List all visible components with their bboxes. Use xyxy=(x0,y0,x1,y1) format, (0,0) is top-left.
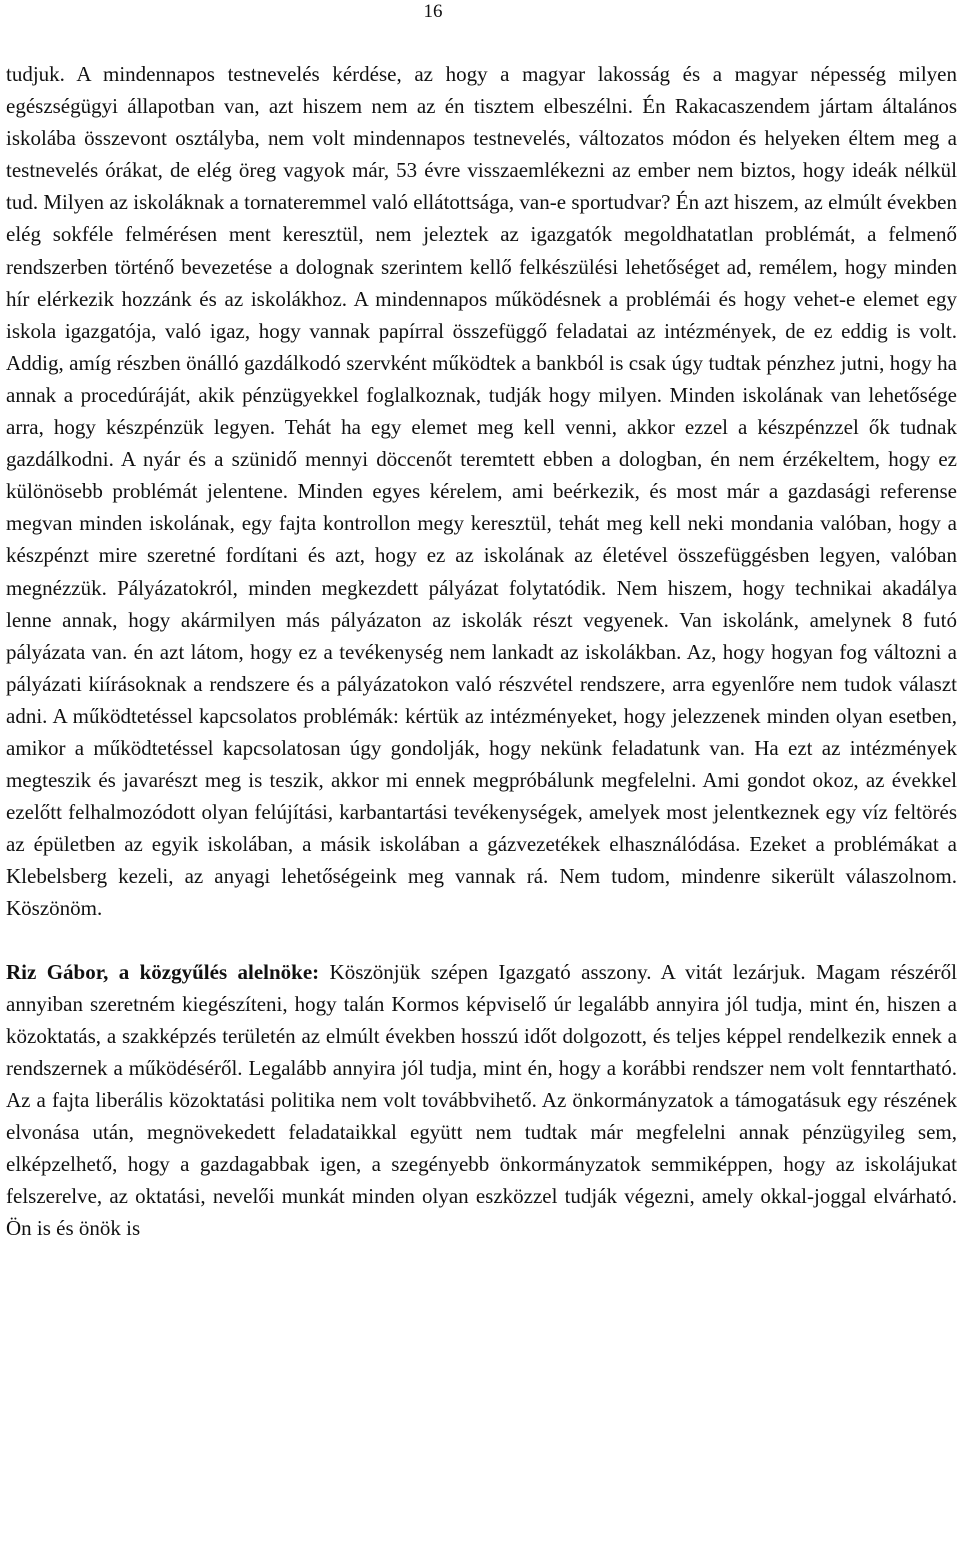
page-number: 16 xyxy=(423,1,443,22)
speaker-name: Riz Gábor, a közgyűlés alelnöke: xyxy=(6,959,320,984)
paragraph-response: tudjuk. A mindennapos testnevelés kérdése, az hogy a magyar lakosság és a magyar népesség milyen egészségügyi állapotban van, azt hiszem nem az én tisztem elbeszélni. Én Rakacaszendem jártam általános iskolába összevont osztályba, nem volt mindennapos testnevelés, változatos módon és helyeken éltem meg a testnevelés órákat, de elég öreg vagyok már, 53 évre visszaemlékezni az ember nem biztos, hogy ideák nélkül tud. Milyen az iskoláknak a tornateremmel való ellátottsága, van-e sportudvar? Én azt hiszem, az elmúlt években elég sokféle felmérésen ment keresztül, nem jeleztek az igazgatók megoldhatatlan problémát, a felmenő rendszerben történő bevezetése a dolognak szerintem kellő felkészülési lehetőséget ad, remélem, hogy minden hír elérkezik hozzánk és az iskolákhoz. A mindennapos működésnek a problémái és hogy vehet-e elemet egy iskola igazgatója, való igaz, hogy vannak papírral összefüggő feladatai az intézmények, de ez eddig is volt. Addig, amíg részben önálló gazdálkodó szervként működtek a bankból is csak úgy tudtak pénzhez jutni, hogy ha annak a procedúráját, akik pénzügyekkel foglalkoznak, tudják hogy milyen. Minden iskolának van lehetősége arra, hogy készpénzük legyen. Tehát ha egy elemet meg kell venni, akkor ezzel a készpénzzel ők tudnak gazdálkodni. A nyár és a szünidő mennyi döccenőt teremtett ebben a dologban, én nem érzékeltem, hogy ez különösebb problémát jelentene. Minden egyes kérelem, ami beérkezik, és most már a gazdasági referense megvan minden iskolának, egy fajta kontrollon megy keresztül, tehát meg kell neki mondania valóban, hogy a készpénzt mire szeretné fordítani és azt, hogy ez az iskolának az életével összefüggésben legyen, valóban megnézzük. Pályázatokról, minden megkezdett pályázat folytatódik. Nem hiszem, hogy technikai akadálya lenne annak, hogy akármilyen más pályázaton az iskolák részt vegyenek. Van iskolánk, amelynek 8 futó pályázata van. én azt látom, hogy ez a tevékenység nem lankadt az iskolákban. Az, hogy hogyan fog változni a pályázati kiírásoknak a rendszere és a pályázatokon való részvétel rendszere, arra egyenlőre nem tudok választ adni. A működtetéssel kapcsolatos problémák: kértük az intézményeket, hogy jelezzenek minden olyan esetben, amikor a működtetéssel kapcsolatosan úgy gondolják, hogy nekünk feladatunk van. Ha ezt az intézmények megteszik és javarészt meg is teszik, akkor mi ennek megpróbálunk megfelelni. Ami gondot okoz, az évekkel ezelőtt felhalmozódott olyan felújítási, karbantartási tevékenységek, amelyek most jelentkeznek egy víz feltörés az épületben az egyik iskolában, a másik iskolában a gázvezetékek elhasználódása. Ezeket a problémákat a Klebelsberg kezeli, az anyagi lehetőségeink meg vannak rá. Nem tudom, mindenre sikerült válaszolnom. Köszönöm. xyxy=(6,62,957,921)
paragraph-chair-remarks xyxy=(6,956,957,1245)
document-body xyxy=(6,58,957,1244)
speech-text: Köszönjük szépen Igazgató asszony. A vitát lezárjuk. Magam részéről annyiban szeretném kiegészíteni, hogy talán Kormos képviselő úr legalább annyira jól tudja, mint én, hiszen a közoktatás, a szakképzés területén az elmúlt években hosszú időt dolgozott, és teljes képpel rendelkezik ennek a rendszernek a működéséről. Legalább annyira jól tudja, mint én, hogy a korábbi rendszer nem volt fenntartható. Az a fajta liberális közoktatási politika nem volt továbbvihető. Az önkormányzatok a támogatásuk egy részének elvonása után, megnövekedett feladataikkal együtt nem tudtak már megfelelni annak pénzügyileg sem, elképzelhető, hogy a gazdagabbak igen, a szegényebb önkormányzatok semmiképpen, hogy az iskolájukat felszerelve, az oktatási, nevelői munkát minden olyan eszközzel tudják végezni, amely okkal-joggal elvárható. Ön is és önök is xyxy=(6,959,957,1241)
